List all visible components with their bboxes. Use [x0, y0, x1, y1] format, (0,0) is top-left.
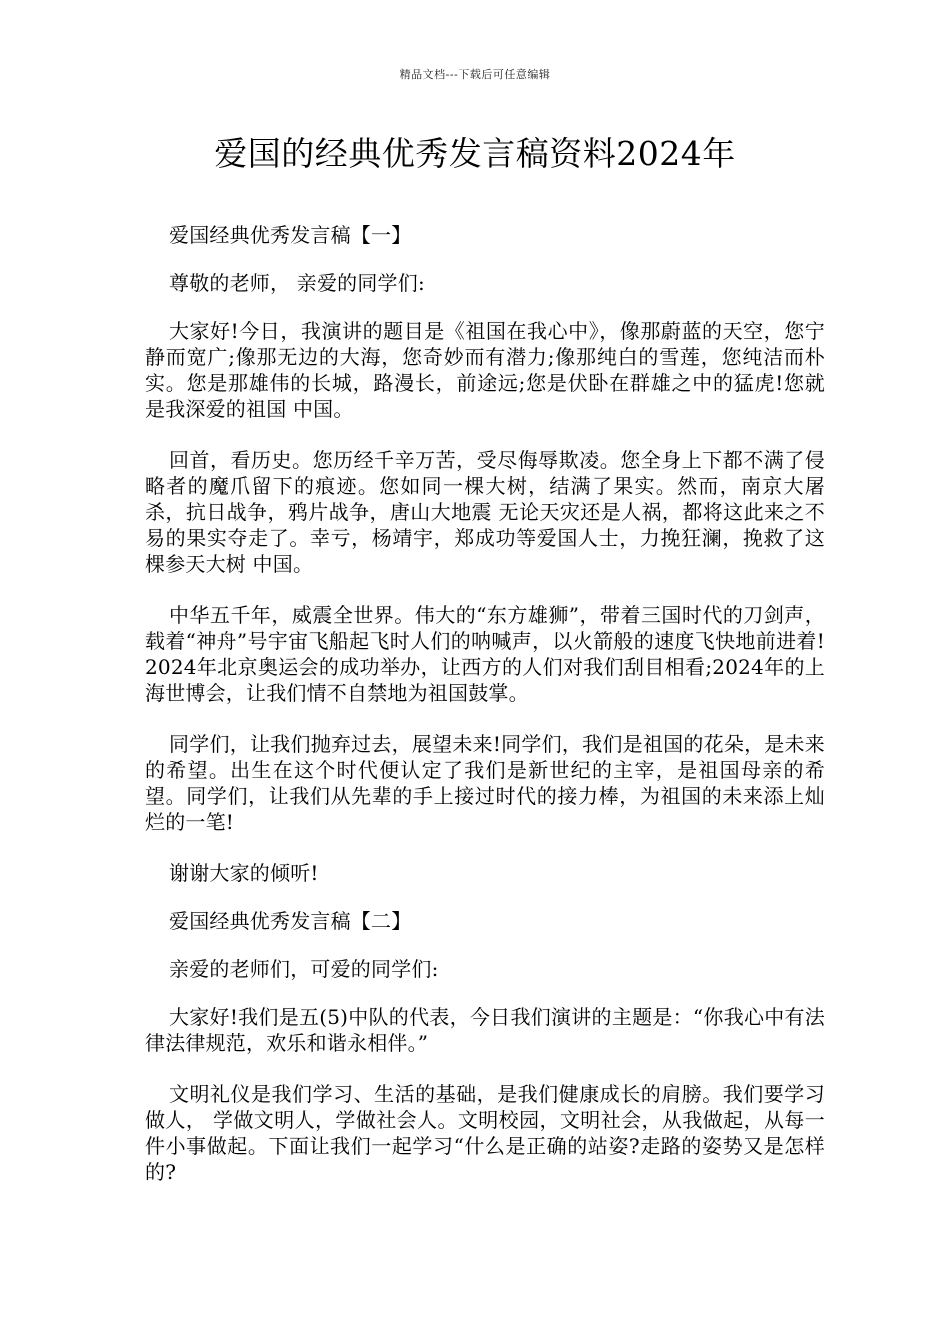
closing-line: 谢谢大家的倾听! [169, 861, 319, 885]
body-paragraph: 中华五千年，威震全世界。伟大的“东方雄狮”，带着三国时代的刀剑声，载着“神舟”号宇宙飞船起飞时人们的呐喊声，以火箭般的速度飞快地前进着!2024年北京奥运会的成功举办，让西方的人们对我们刮目相看;2024年的上海世博会，让我们情不自禁地为祖国鼓掌。 [145, 603, 825, 705]
document-title: 爱国的经典优秀发言稿资料2024年 [214, 134, 736, 173]
body-paragraph: 同学们，让我们抛弃过去，展望未来!同学们，我们是祖国的花朵，是未来的希望。出生在这个时代便认定了我们是新世纪的主宰，是祖国母亲的希望。同学们，让我们从先辈的手上接过时代的接力棒，为祖国的未来添上灿烂的一笔! [145, 732, 825, 834]
body-paragraph: 大家好!我们是五(5)中队的代表，今日我们演讲的主题是：“你我心中有法律法律规范，欢乐和谐永相伴。” [145, 1005, 825, 1055]
section-heading-1: 爱国经典优秀发言稿【一】 [169, 223, 412, 247]
section-heading-2: 爱国经典优秀发言稿【二】 [169, 909, 412, 933]
salutation-1: 尊敬的老师， 亲爱的同学们: [169, 271, 425, 295]
body-paragraph: 回首，看历史。您历经千辛万苦，受尽侮辱欺凌。您全身上下都不满了侵略者的魔爪留下的痕迹。您如同一棵大树，结满了果实。然而，南京大屠杀，抗日战争，鸦片战争，唐山大地震 无论天灾还是人祸，都将这此来之不易的果实夺走了。幸亏，杨靖宇，郑成功等爱国人士，力挽狂澜，挽救了这棵参天大树 中国。 [145, 448, 825, 576]
header-note: 精品文档---下载后可任意编辑 [399, 68, 551, 81]
body-paragraph: 大家好!今日，我演讲的题目是《祖国在我心中》，像那蔚蓝的天空，您宁静而宽广;像那无边的大海，您奇妙而有潜力;像那纯白的雪莲，您纯洁而朴实。您是那雄伟的长城，路漫长，前途远;您是伏卧在群雄之中的猛虎!您就是我深爱的祖国 中国。 [145, 319, 825, 421]
salutation-2: 亲爱的老师们，可爱的同学们: [169, 957, 439, 981]
body-paragraph: 文明礼仪是我们学习、生活的基础，是我们健康成长的肩膀。我们要学习做人， 学做文明人，学做社会人。文明校园，文明社会，从我做起，从每一件小事做起。下面让我们一起学习“什么是正确的站姿?走路的姿势又是怎样的? [145, 1082, 825, 1184]
document-body [145, 222, 825, 1210]
